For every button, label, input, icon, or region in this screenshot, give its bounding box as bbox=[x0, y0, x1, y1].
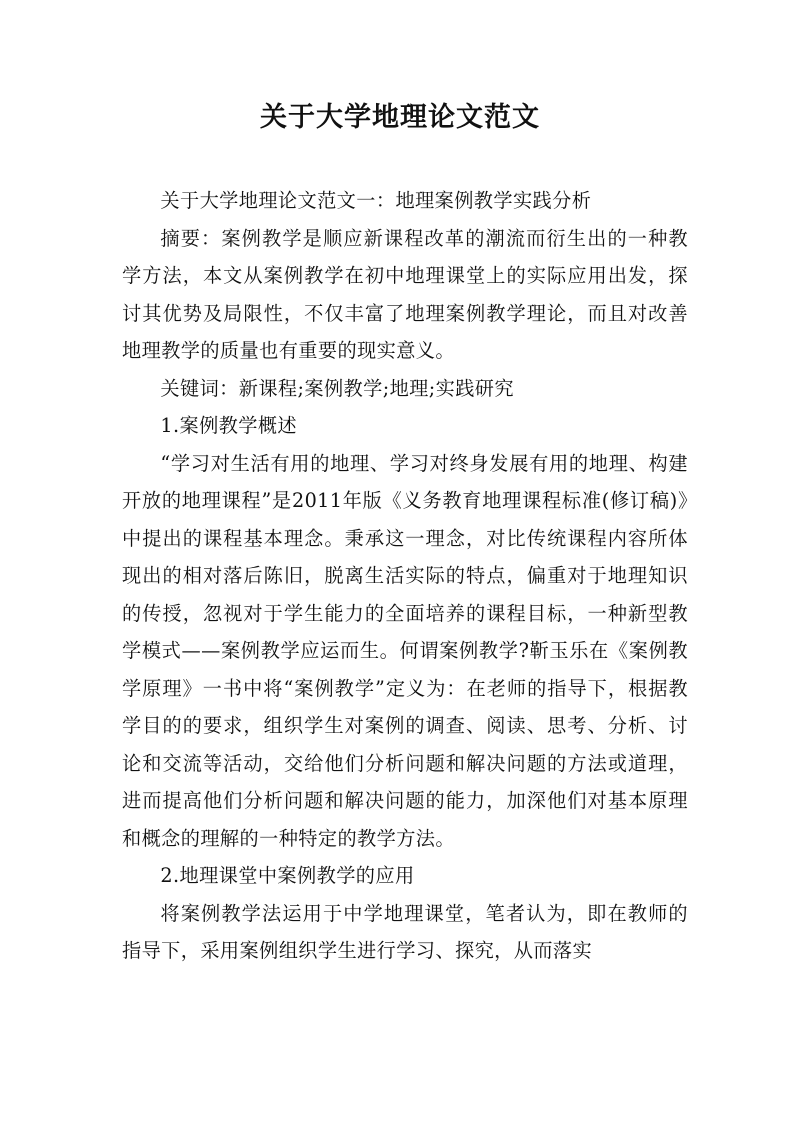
subtitle-paragraph: 关于大学地理论文范文一：地理案例教学实践分析 bbox=[160, 189, 592, 212]
body-paragraph: “学习对生活有用的地理、学习对终身发展有用的地理、构建开放的地理课程”是2011年版《义务教育地理课程标准(修订稿)》中提出的课程基本理念。秉承这一理念，对比传统课程内容所体现出的相对落后陈旧，脱离生活实际的特点，偏重对于地理知识的传授，忽视对于学生能力的全面培养的课程目标，一种新型教学模式——案例教学应运而生。何谓案例教学?靳玉乐在《案例教学原理》一书中将“案例教学”定义为：在老师的指导下，根据教学目的的要求，组织学生对案例的调查、阅读、思考、分析、讨论和交流等活动，交给他们分析问题和解决问题的方法或道理，进而提高他们分析问题和解决问题的能力，加深他们对基本原理和概念的理解的一种特定的教学方法。 bbox=[122, 451, 688, 850]
abstract-paragraph: 摘要：案例教学是顺应新课程改革的潮流而衍生出的一种教学方法，本文从案例教学在初中地理课堂上的实际应用出发，探讨其优势及局限性，不仅丰富了地理案例教学理论，而且对改善地理教学的质量也有重要的现实意义。 bbox=[122, 226, 688, 362]
body-paragraph: 将案例教学法运用于中学地理课堂，笔者认为，即在教师的指导下，采用案例组织学生进行学习、探究，从而落实 bbox=[122, 901, 688, 962]
section-heading-2: 2.地理课堂中案例教学的应用 bbox=[160, 864, 415, 887]
section-heading-1: 1.案例教学概述 bbox=[160, 414, 298, 437]
keywords-paragraph: 关键词：新课程;案例教学;地理;实践研究 bbox=[160, 376, 514, 400]
document-title: 关于大学地理论文范文 bbox=[260, 102, 540, 133]
document-body bbox=[122, 182, 688, 970]
